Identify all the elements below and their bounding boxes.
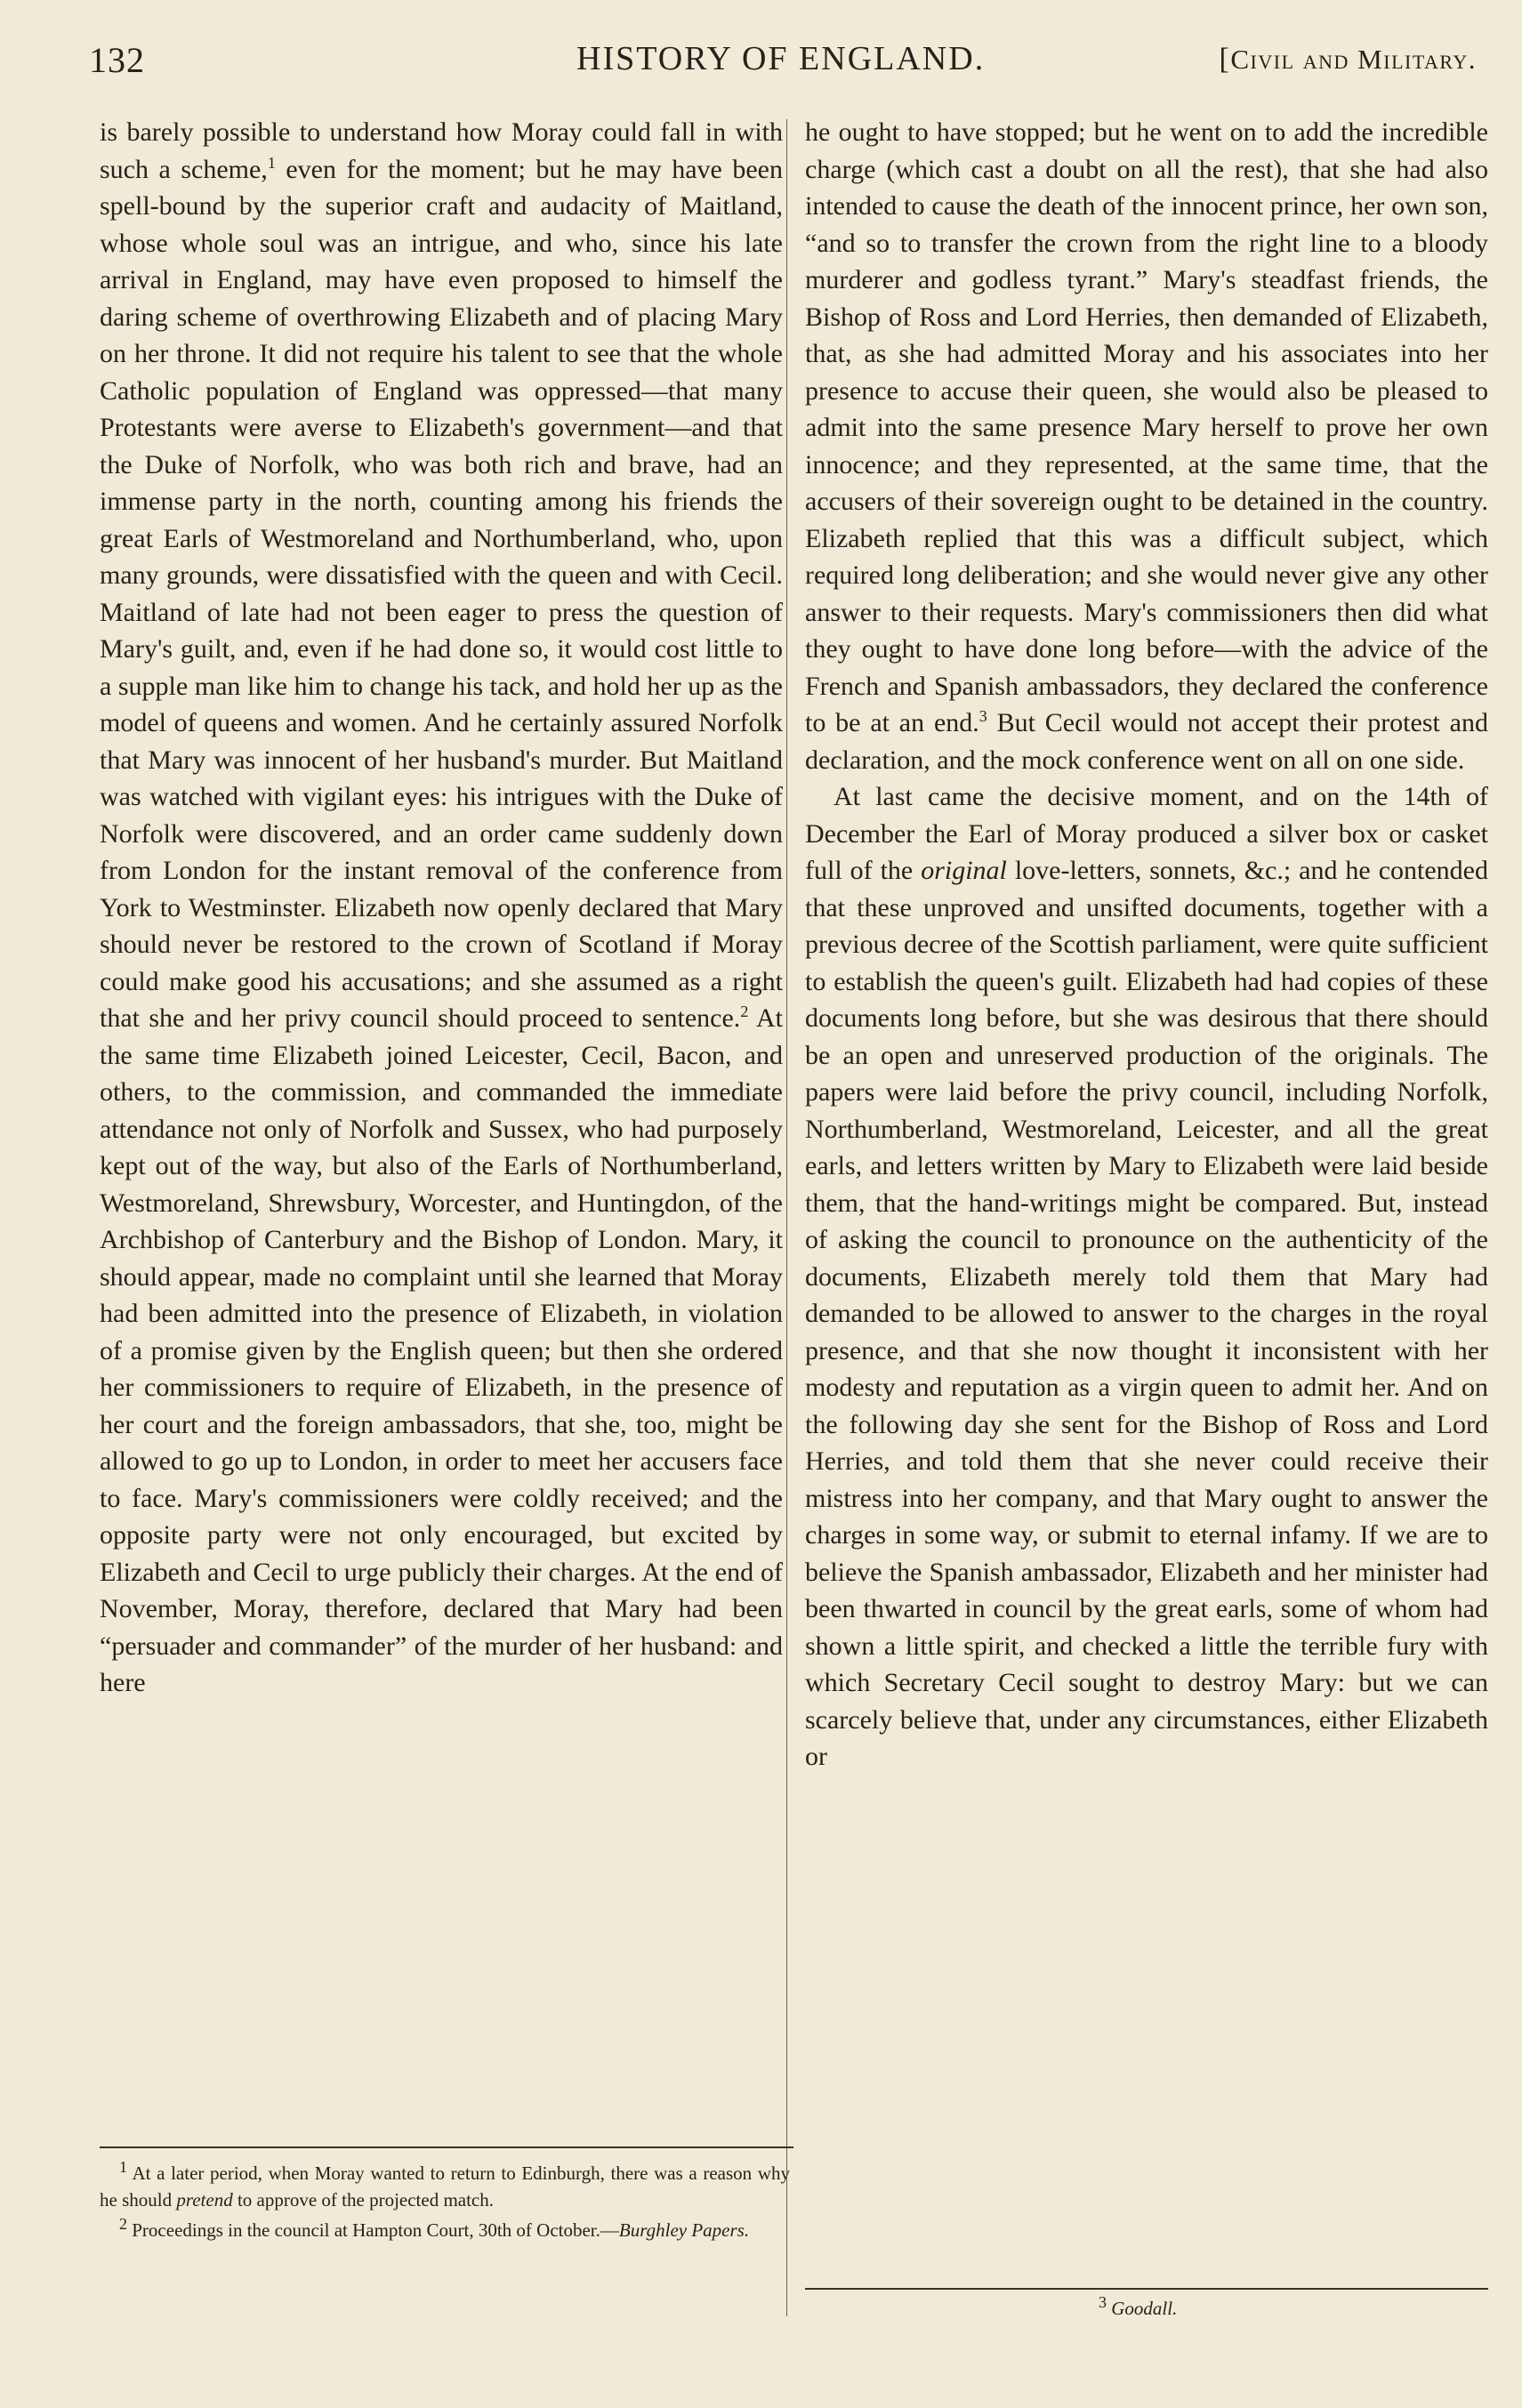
- left-column: [100, 114, 783, 1702]
- text-run: At a later period, when Moray wanted to return to Edinburgh, there was a reason why he should: [100, 2162, 790, 2211]
- footnote-rule: [100, 2146, 793, 2148]
- footnote-rule: [805, 2288, 1488, 2290]
- footnote: [805, 2295, 1488, 2322]
- paragraph: [805, 778, 1488, 1776]
- text-run: to approve of the projected match.: [232, 2189, 495, 2211]
- paragraph: [805, 114, 1488, 778]
- footnotes-left: [100, 2160, 790, 2247]
- section-bracket: [: [1219, 43, 1231, 76]
- footnote-mark: 3: [1099, 2293, 1107, 2311]
- text-run: At last came the decisive moment, and on the 14th of December the Earl of Moray produced a silver box or casket full of the: [805, 782, 1488, 885]
- right-column: [805, 114, 1488, 1776]
- text-run: But Cecil would not accept their protest and declaration, and the mock conference went on all on one side.: [805, 708, 1488, 775]
- text-run: even for the moment; but he may have been spell-bound by the superior craft and audacity of Maitland, whose whole soul was an intrigue, and who, since his late arrival in England, may have even proposed to himself the daring scheme of overthrowing Elizabeth and of placing Mary on her throne. It did not require his talent to see that the whole Catholic population of England was oppressed—that many Protestants were averse to Elizabeth's government—and that the Duke of Norfolk, who was both rich and brave, had an immense party in the north, counting among his friends the great Earls of Westmoreland and Northumberland, who, upon many grounds, were dissatisfied with the queen and with Cecil. Maitland of late had not been eager to press the question of Mary's guilt, and, even if he had done so, it would cost little to a supple man like him to change his tack, and hold her up as the model of queens and women. And he certainly assured Norfolk that Mary was innocent of her husband's murder. But Maitland was watched with vigilant eyes: his intrigues with the Duke of Norfolk were discovered, and an order came suddenly down from London for the instant removal of the conference from York to Westminster. Elizabeth now openly declared that Mary should never be restored to the crown of Scotland if Moray could make good his accusations; and she assumed as a right that she and her privy council should proceed to sentence.: [100, 154, 783, 1033]
- footnote-mark: 2: [119, 2215, 127, 2233]
- section-title: [1220, 43, 1477, 77]
- footnote-ref: 2: [740, 1003, 749, 1020]
- text-run: is barely possible to understand how Moray could fall in with such a scheme,: [100, 117, 783, 184]
- italic-text: pretend: [176, 2189, 233, 2211]
- running-title: HISTORY OF ENGLAND.: [576, 40, 986, 77]
- section-title-text: Civil and Military.: [1230, 44, 1477, 75]
- text-run: Proceedings in the council at Hampton Court, 30th of October.—: [127, 2219, 619, 2241]
- running-header: [89, 39, 1477, 84]
- italic-text: Burghley Papers.: [618, 2219, 750, 2241]
- text-run: love-letters, sonnets, &c.; and he contended that these unproved and unsifted documents, together with a previous decree of the Scottish parliament, were quite sufficient to establish the queen's guilt. Elizabeth had had copies of these documents long before, but she was desirous that there should be an open and unreserved production of the originals. The papers were laid before the privy council, including Norfolk, Northumberland, Westmoreland, Leicester, and all the great earls, and letters written by Mary to Elizabeth were laid beside them, that the hand-writings might be compared. But, instead of asking the council to pronounce on the authenticity of the documents, Elizabeth merely told them that Mary had demanded to be allowed to answer to the charges in the royal presence, and that she now thought it inconsistent with her modesty and reputation as a virgin queen to admit her. And on the following day she sent for the Bishop of Ross and Lord Herries, and told them that she never could receive their mistress into her company, and that Mary ought to answer the charges in some way, or submit to eternal infamy. If we are to believe the Spanish ambassador, Elizabeth and her minister had been thwarted in council by the great earls, some of whom had shown a little spirit, and checked a little the terrible fury with which Secretary Cecil sought to destroy Mary: but we can scarcely believe that, under any circumstances, either Elizabeth or: [805, 856, 1488, 1771]
- footnote: [100, 2217, 790, 2243]
- footnotes-right: [805, 2295, 1488, 2325]
- text-run: he ought to have stopped; but he went on to add the incredible charge (which cast a doubt on all the rest), that she had also intended to cause the death of the innocent prince, her own son, “and so to transfer the crown from the right line to a bloody murderer and godless tyrant.” Mary's steadfast friends, the Bishop of Ross and Lord Herries, then demanded of Elizabeth, that, as she had admitted Moray and his associates into her presence to accuse their queen, she would also be pleased to admit into the same presence Mary herself to prove her own innocence; and they represented, at the same time, that the accusers of their sovereign ought to be detained in the country. Elizabeth replied that this was a difficult subject, which required long deliberation; and she would never give any other answer to their requests. Mary's commissioners then did what they ought to have done long before—with the advice of the French and Spanish ambassadors, they declared the conference to be at an end.: [805, 117, 1488, 737]
- page-number: 132: [89, 40, 145, 80]
- text-run: At the same time Elizabeth joined Leicester, Cecil, Bacon, and others, to the commission, and commanded the immediate attendance not only of Norfolk and Sussex, who had purposely kept out of the way, but also of the Earls of Northumberland, Westmoreland, Shrewsbury, Worcester, and Huntingdon, of the Archbishop of Canterbury and the Bishop of London. Mary, it should appear, made no complaint until she learned that Moray had been admitted into the presence of Elizabeth, in violation of a promise given by the English queen; but then she ordered her commissioners to require of Elizabeth, in the presence of her court and the foreign ambassadors, that she, too, might be allowed to go up to London, in order to meet her accusers face to face. Mary's commissioners were coldly received; and the opposite party were not only encouraged, but excited by Elizabeth and Cecil to urge publicly their charges. At the end of November, Moray, therefore, declared that Mary had been “persuader and commander” of the murder of her husband: and here: [100, 1003, 783, 1697]
- footnote-ref: 3: [978, 707, 987, 725]
- column-divider: [786, 119, 787, 2316]
- italic-text: original: [921, 856, 1007, 885]
- paragraph: [100, 114, 783, 1702]
- italic-text: Goodall.: [1111, 2298, 1178, 2319]
- footnote-mark: 1: [119, 2158, 127, 2176]
- footnote: [100, 2160, 790, 2213]
- footnote-ref: 1: [267, 153, 276, 172]
